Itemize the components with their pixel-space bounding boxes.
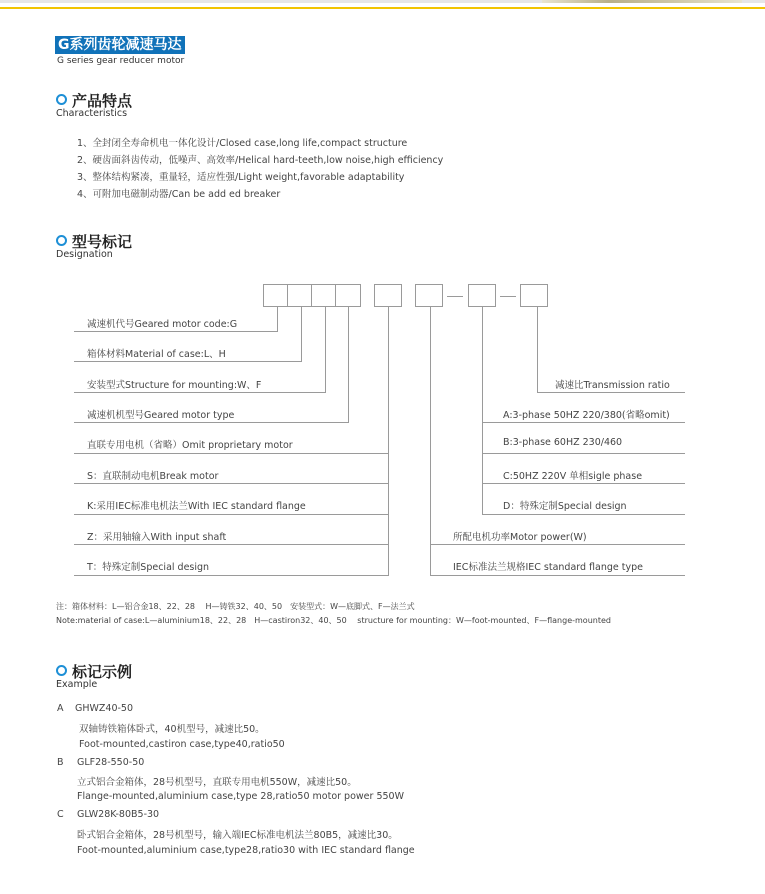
connector-line: [430, 307, 431, 575]
connector-line: [74, 544, 389, 545]
dash-divider: [500, 296, 516, 297]
connector-line: [74, 453, 389, 454]
connector-line: [74, 575, 389, 576]
note-cn: 注：箱体材料：L—铝合金18、22、28 H—铸铁32、40、50 安装型式：W—底脚式、F—法兰式: [56, 602, 415, 611]
designation-label: S：直联制动电机Break motor: [87, 471, 219, 482]
connector-line: [74, 361, 302, 362]
dash-divider: [447, 296, 463, 297]
circle-bullet-icon: [56, 94, 67, 105]
connector-line: [430, 544, 685, 545]
code-box-ratio: [520, 284, 548, 307]
circle-bullet-icon: [56, 235, 67, 246]
designation-subtitle: Designation: [56, 249, 113, 260]
circle-bullet-icon: [56, 665, 67, 676]
example-code: GLW28K-80B5-30: [77, 809, 160, 820]
example-letter: C: [57, 809, 64, 820]
page-title: G系列齿轮减速马达: [55, 36, 185, 54]
header-divider: [0, 7, 765, 9]
feature-item: 1、全封闭全寿命机电一体化设计/Closed case,long life,compact structure: [77, 138, 408, 149]
connector-line: [277, 307, 278, 331]
connector-line: [348, 307, 349, 422]
example-cn: 双轴铸铁箱体卧式，40机型号，减速比50。: [79, 724, 265, 735]
connector-line: [482, 514, 685, 515]
ratio-label: 减速比Transmission ratio: [555, 380, 670, 391]
connector-line: [74, 392, 326, 393]
code-box-material: [287, 284, 312, 307]
connector-line: [74, 331, 278, 332]
designation-label: K:采用IEC标准电机法兰With IEC standard flange: [87, 501, 306, 512]
connector-line: [537, 307, 538, 392]
example-letter: B: [57, 757, 64, 768]
connector-line: [430, 575, 685, 576]
example-code: GHWZ40-50: [75, 703, 134, 714]
designation-title: 型号标记: [72, 233, 133, 251]
connector-line: [301, 307, 302, 361]
designation-label: T：特殊定制Special design: [87, 562, 210, 573]
designation-label: 减速机代号Geared motor code:G: [87, 319, 238, 330]
connector-line: [388, 307, 389, 575]
voltage-label: B:3-phase 60HZ 230/460: [503, 437, 623, 448]
voltage-label: A:3-phase 50HZ 220/380(省略omit): [503, 410, 670, 421]
connector-line: [482, 483, 685, 484]
designation-label: 安装型式Structure for mounting:W、F: [87, 380, 262, 391]
connector-line: [74, 483, 389, 484]
power-label: 所配电机功率Motor power(W): [453, 532, 587, 543]
feature-item: 2、硬齿面斜齿传动，低噪声、高效率/Helical hard-teeth,low noise,high efficiency: [77, 155, 444, 166]
page-subtitle: G series gear reducer motor: [57, 56, 185, 66]
feature-item: 4、可附加电磁制动器/Can be add ed breaker: [77, 189, 281, 200]
flange-label: IEC标准法兰规格IEC standard flange type: [453, 562, 643, 573]
characteristics-subtitle: Characteristics: [56, 108, 128, 119]
connector-line: [325, 307, 326, 392]
code-box-series: [263, 284, 288, 307]
connector-line: [74, 514, 389, 515]
connector-line: [482, 422, 685, 423]
code-box-mounting: [311, 284, 336, 307]
example-subtitle: Example: [56, 679, 98, 690]
code-box-voltage: [468, 284, 496, 307]
feature-item: 3、整体结构紧凑，重量轻，适应性强/Light weight,favorable adaptability: [77, 172, 405, 183]
example-en: Flange-mounted,aluminium case,type 28,ratio50 motor power 550W: [77, 791, 404, 802]
connector-line: [537, 392, 685, 393]
example-en: Foot-mounted,castiron case,type40,ratio50: [79, 739, 285, 750]
example-title: 标记示例: [72, 663, 133, 681]
code-box-power: [415, 284, 443, 307]
designation-label: 直联专用电机（省略）Omit proprietary motor: [87, 440, 293, 451]
designation-label: 减速机机型号Geared motor type: [87, 410, 235, 421]
example-letter: A: [57, 703, 64, 714]
voltage-label: C:50HZ 220V 单相sigle phase: [503, 471, 643, 482]
example-cn: 卧式铝合金箱体，28号机型号，输入端IEC标准电机法兰80B5，减速比30。: [77, 830, 398, 841]
characteristics-title: 产品特点: [72, 92, 133, 110]
example-code: GLF28-550-50: [77, 757, 145, 768]
connector-line: [482, 453, 685, 454]
voltage-label: D：特殊定制Special design: [503, 501, 627, 512]
example-cn: 立式铝合金箱体，28号机型号，直联专用电机550W，减速比50。: [77, 777, 357, 788]
note-en: Note:material of case:L—aluminium18、22、28 H—castiron32、40、50 structure for mounting：W—foot-mounted、F—flange-mounted: [56, 616, 611, 625]
example-en: Foot-mounted,aluminium case,type28,ratio30 with IEC standard flange: [77, 845, 415, 856]
code-box-motor: [374, 284, 402, 307]
code-box-type: [335, 284, 361, 307]
connector-line: [74, 422, 349, 423]
designation-label: 箱体材料Material of case:L、H: [87, 349, 226, 360]
top-bar-accent: [542, 0, 742, 3]
designation-label: Z：采用轴输入With input shaft: [87, 532, 227, 543]
